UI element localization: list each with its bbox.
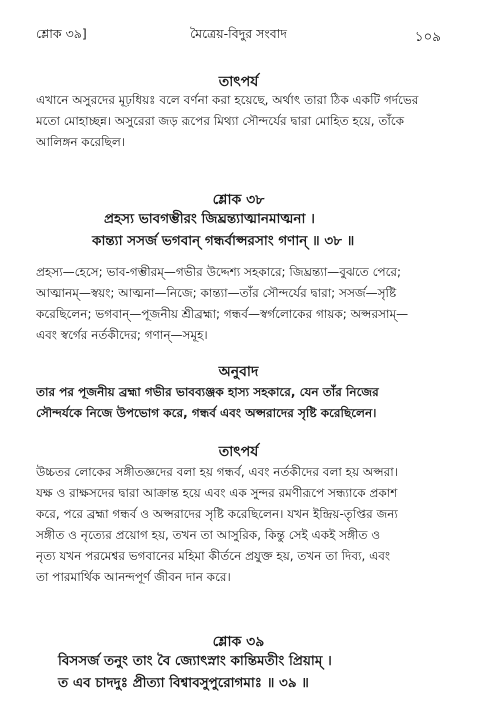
text-line: যক্ষ ও রাক্ষসদের দ্বারা আক্রান্ত হয়ে এবং এক সুন্দর রমণীরূপে সন্ধ্যাকে প্রকাশ	[36, 486, 398, 500]
header-chapter-title: মৈত্রেয়-বিদুর সংবাদ	[190, 26, 287, 41]
text-line: এখানে অসুরদের মূঢ়ধিয়ঃ বলে বর্ণনা করা হয়েছে, অর্থাৎ তারা ঠিক একটি গর্দভের	[36, 93, 419, 107]
verse-line: কান্ত্যা সসর্জ ভগবান্ গন্ধর্বাপ্সরসাং গণান্ ॥ ৩৮ ॥	[92, 233, 355, 249]
purport-heading: তাৎপর্য	[218, 444, 259, 460]
verse-line: ত এব চাদদুঃ প্রীত্যা বিশ্বাবসুপুরোগমাঃ ॥ ৩৯ ॥	[58, 675, 309, 691]
text-line: করে, পরে ব্রহ্মা গন্ধর্ব ও অপ্সরাদের সৃষ্টি করেছিলেন। যখন ইন্দ্রিয়-তৃপ্তির জন্য	[36, 507, 398, 521]
verse-line: প্রহস্য ভাবগম্ভীরং জিঘ্রন্ত্যাত্মানমাত্মনা ।	[104, 211, 315, 227]
text-line: তা পারমার্থিক আনন্দপূর্ণ জীবন দান করে।	[36, 570, 231, 584]
text-line: নৃত্য যখন পরমেশ্বর ভগবানের মহিমা কীর্তনে প্রযুক্ত হয়, তখন তা দিব্য, এবং	[36, 549, 391, 563]
text-line: সঙ্গীত ও নৃত্যের প্রয়োগ হয়, তখন তা আসুরিক, কিন্তু সেই একই সঙ্গীত ও	[36, 528, 381, 542]
page-number: ১০৯	[414, 29, 441, 45]
verse-text	[36, 650, 441, 694]
text-line: আলিঙ্গন করেছিল।	[36, 135, 126, 149]
text-line: প্রহস্য—হেসে; ভাব-গম্ভীরম্—গভীর উদ্দেশ্য সহকারে; জিঘ্রন্ত্যা—বুঝতে পেরে;	[36, 265, 402, 279]
purport-paragraph	[36, 90, 441, 153]
synonyms-paragraph	[36, 262, 441, 346]
purport-heading: তাৎপর্য	[218, 74, 259, 90]
text-line: আত্মানম্—স্বয়ং; আত্মনা—নিজে; কান্ত্যা—তাঁর সৌন্দর্যের দ্বারা; সসর্জ—সৃষ্টি	[36, 286, 397, 300]
translation-paragraph	[36, 382, 441, 424]
verse-heading: শ্লোক ৩৯	[212, 634, 265, 650]
verse-line: বিসসর্জ তনুং তাং বৈ জ্যোৎস্নাং কান্তিমতীং প্রিয়াম্ ।	[58, 653, 332, 669]
text-line: সৌন্দর্যকে নিজে উপভোগ করে, গন্ধর্ব এবং অপ্সরাদের সৃষ্টি করেছিলেন।	[36, 406, 377, 420]
text-line: করেছিলেন; ভগবান্—পূজনীয় শ্রীব্রহ্মা; গন্ধর্ব—স্বর্গলোকের গায়ক; অপ্সরসাম্—	[36, 307, 409, 321]
header-verse-ref: শ্লোক ৩৯]	[36, 26, 87, 41]
running-header	[36, 26, 441, 44]
verse-text	[36, 208, 441, 252]
purport-paragraph	[36, 462, 441, 588]
text-line: এবং স্বর্গের নর্তকীদের; গণান্—সমূহ।	[36, 328, 208, 342]
text-line: তার পর পূজনীয় ব্রহ্মা গভীর ভাবব্যঞ্জক হাস্য সহকারে, যেন তাঁর নিজের	[36, 385, 379, 399]
text-line: উচ্চতর লোকের সঙ্গীতজ্ঞদের বলা হয় গন্ধর্ব, এবং নর্তকীদের বলা হয় অপ্সরা।	[36, 465, 399, 479]
verse-heading: শ্লোক ৩৮	[212, 192, 265, 208]
translation-heading: অনুবাদ	[218, 364, 259, 380]
text-line: মতো মোহাচ্ছন্ন। অসুরেরা জড় রূপের মিথ্যা সৌন্দর্যের দ্বারা মোহিত হয়ে, তাঁকে	[36, 114, 405, 128]
